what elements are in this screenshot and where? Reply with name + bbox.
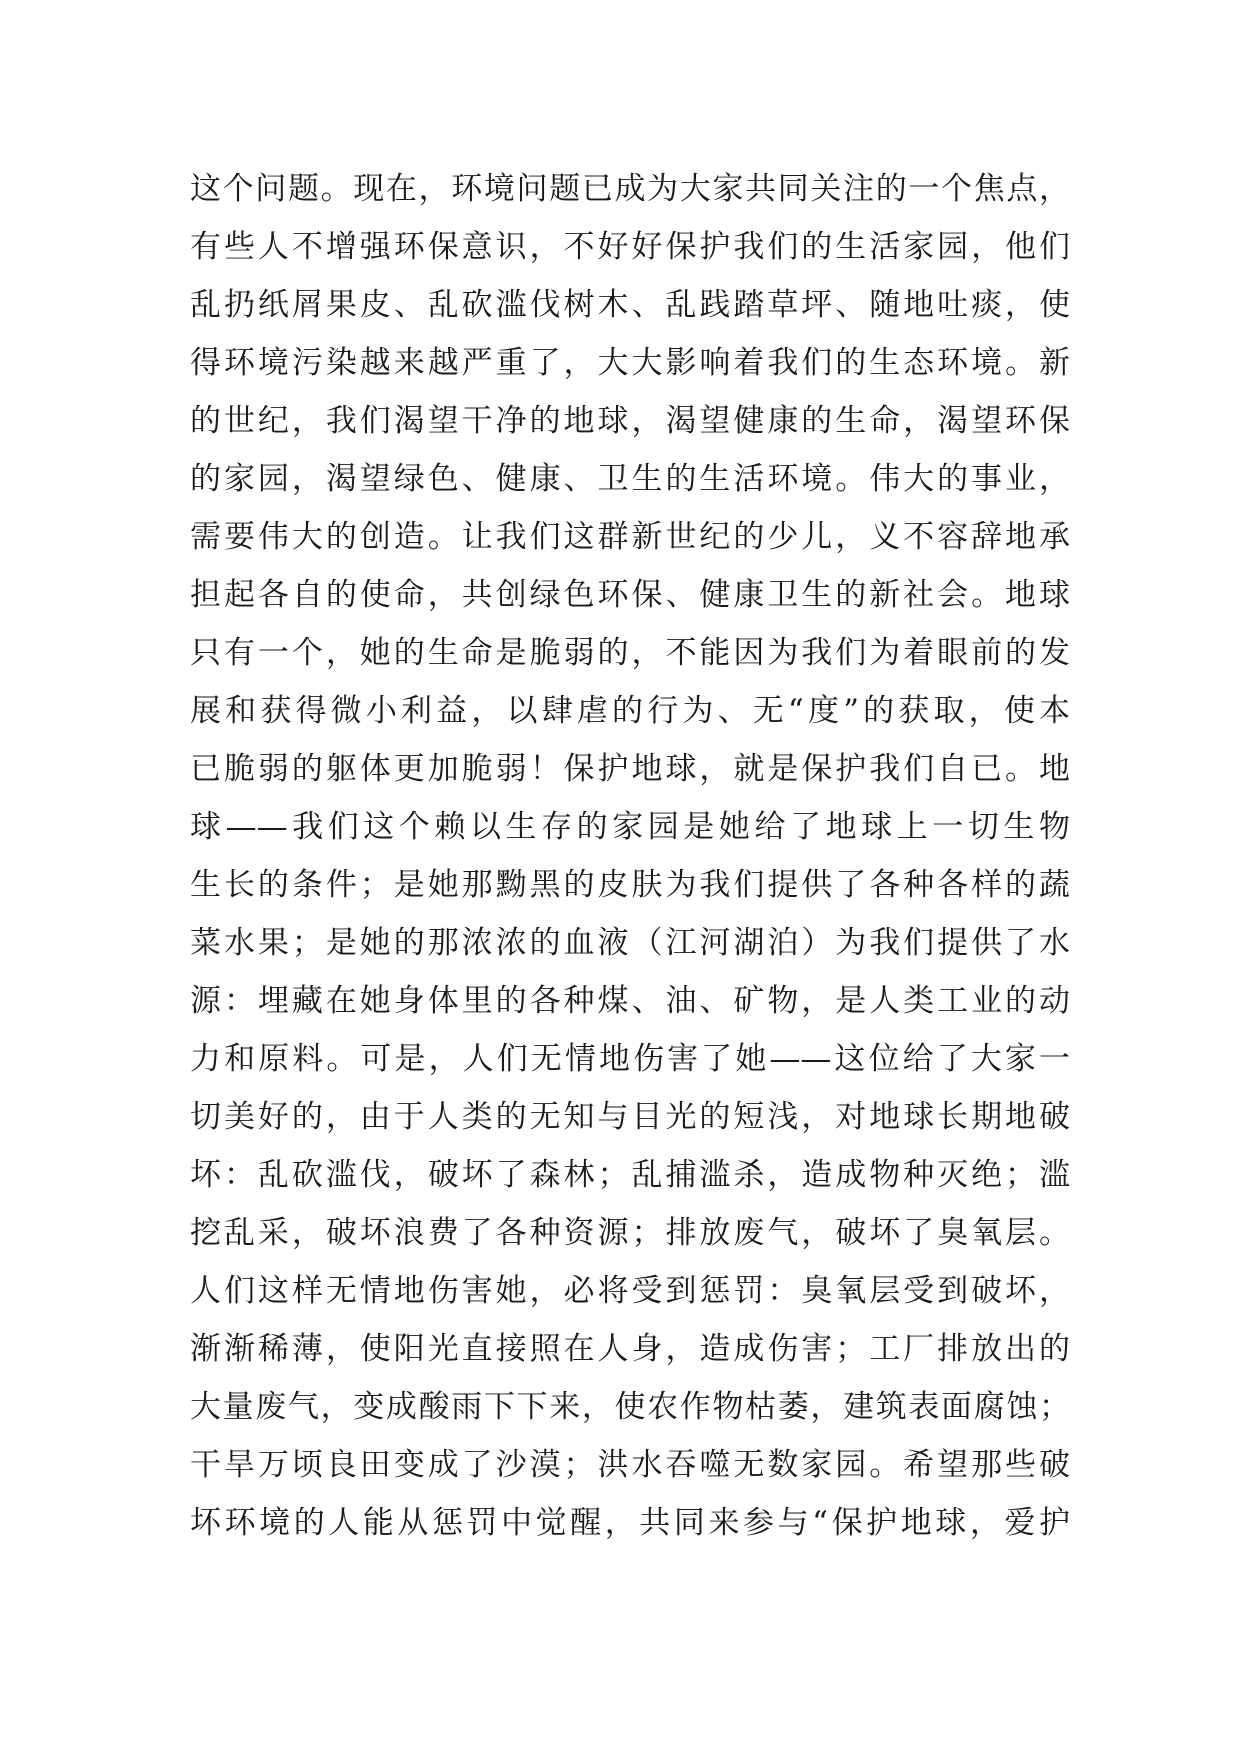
text-line: 菜水果；是她的那浓浓的血液（江河湖泊）为我们提供了水 xyxy=(190,925,1070,961)
text-line: 这个问题。现在，环境问题已成为大家共同关注的一个焦点， xyxy=(190,171,1070,207)
text-line: 球——我们这个赖以生存的家园是她给了地球上一切生物 xyxy=(190,809,1070,845)
text-line: 力和原料。可是，人们无情地伤害了她——这位给了大家一 xyxy=(190,1041,1070,1077)
text-line: 有些人不增强环保意识，不好好保护我们的生活家园，他们 xyxy=(190,229,1070,265)
text-line: 切美好的，由于人类的无知与目光的短浅，对地球长期地破 xyxy=(190,1099,1070,1135)
text-line: 生长的条件；是她那黝黑的皮肤为我们提供了各种各样的蔬 xyxy=(190,867,1070,903)
text-line: 的家园，渴望绿色、健康、卫生的生活环境。伟大的事业， xyxy=(190,461,1070,497)
text-line: 展和获得微小利益，以肆虐的行为、无“度”的获取，使本 xyxy=(190,693,1070,729)
text-line: 渐渐稀薄，使阳光直接照在人身，造成伤害；工厂排放出的 xyxy=(190,1331,1070,1367)
body-paragraph xyxy=(190,160,1080,1552)
text-line: 源：埋藏在她身体里的各种煤、油、矿物，是人类工业的动 xyxy=(190,983,1070,1019)
text-line: 已脆弱的躯体更加脆弱！保护地球，就是保护我们自已。地 xyxy=(190,751,1070,787)
text-line: 坏环境的人能从惩罚中觉醒，共同来参与“保护地球，爱护 xyxy=(190,1505,1070,1541)
text-line: 挖乱采，破坏浪费了各种资源；排放废气，破坏了臭氧层。 xyxy=(190,1215,1070,1251)
text-line: 得环境污染越来越严重了，大大影响着我们的生态环境。新 xyxy=(190,345,1070,381)
text-line: 干旱万顷良田变成了沙漠；洪水吞噬无数家园。希望那些破 xyxy=(190,1447,1070,1483)
text-line: 的世纪，我们渴望干净的地球，渴望健康的生命，渴望环保 xyxy=(190,403,1070,439)
text-line: 乱扔纸屑果皮、乱砍滥伐树木、乱践踏草坪、随地吐痰，使 xyxy=(190,287,1070,323)
text-line: 坏：乱砍滥伐，破坏了森林；乱捕滥杀，造成物种灭绝；滥 xyxy=(190,1157,1070,1193)
text-line: 人们这样无情地伤害她，必将受到惩罚：臭氧层受到破坏， xyxy=(190,1273,1070,1309)
text-line: 大量废气，变成酸雨下下来，使农作物枯萎，建筑表面腐蚀； xyxy=(190,1389,1070,1425)
text-line: 担起各自的使命，共创绿色环保、健康卫生的新社会。地球 xyxy=(190,577,1070,613)
text-line: 需要伟大的创造。让我们这群新世纪的少儿，义不容辞地承 xyxy=(190,519,1070,555)
text-line: 只有一个，她的生命是脆弱的，不能因为我们为着眼前的发 xyxy=(190,635,1070,671)
